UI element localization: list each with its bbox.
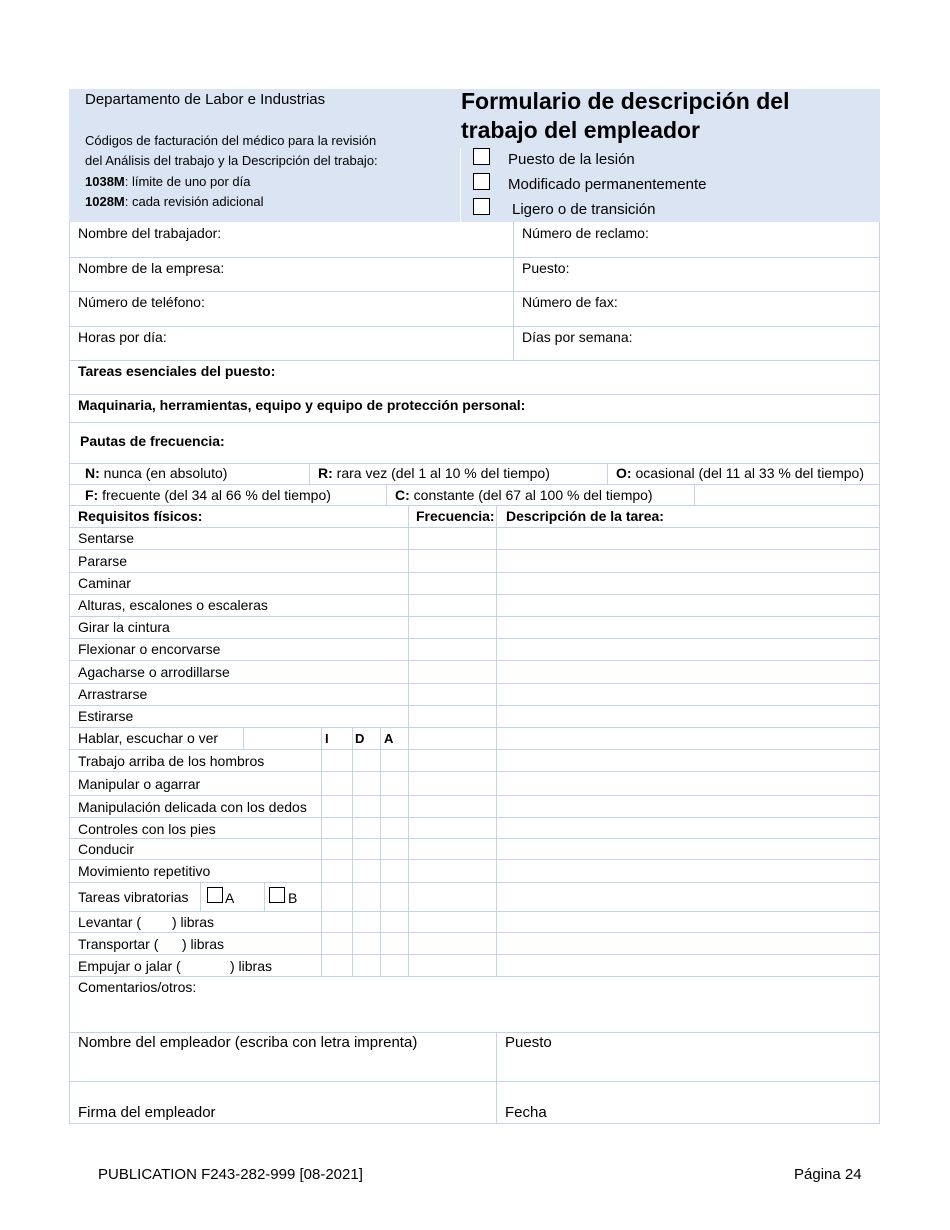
freq-rarely: R: rara vez (del 1 al 10 % del tiempo) xyxy=(318,465,550,481)
rule xyxy=(69,549,880,550)
rule xyxy=(69,360,880,361)
days-per-week-field[interactable]: Días por semana: xyxy=(522,329,633,345)
comments-field[interactable]: Comentarios/otros: xyxy=(78,979,197,995)
rule xyxy=(69,1123,880,1124)
req-grasp: Manipular o agarrar xyxy=(78,776,201,792)
rule xyxy=(264,882,265,911)
checkbox-permanent-modified[interactable] xyxy=(473,173,490,190)
date-field[interactable]: Fecha xyxy=(505,1104,547,1121)
req-sit: Sentarse xyxy=(78,530,135,546)
req-bend: Flexionar o encorvarse xyxy=(78,641,221,657)
employer-signature-field[interactable]: Firma del empleador xyxy=(78,1104,216,1121)
req-drive: Conducir xyxy=(78,841,135,857)
rule xyxy=(496,505,497,976)
req-stand: Pararse xyxy=(78,553,128,569)
req-heights: Alturas, escalones o escaleras xyxy=(78,597,268,613)
option-light-transition: Ligero o de transición xyxy=(512,201,656,218)
rule xyxy=(69,638,880,639)
col-a-header: A xyxy=(384,731,394,746)
req-speak-hear-see: Hablar, escuchar o ver xyxy=(78,730,219,746)
rule xyxy=(694,484,695,505)
essential-tasks-field[interactable]: Tareas esenciales del puesto: xyxy=(78,363,276,379)
worker-name-field[interactable]: Nombre del trabajador: xyxy=(78,225,222,241)
rule xyxy=(69,1032,880,1033)
col-frequency-header: Frecuencia: xyxy=(416,508,495,524)
rule xyxy=(69,749,880,750)
req-lift-open: Levantar ( xyxy=(78,914,142,930)
rule xyxy=(69,882,880,883)
req-walk: Caminar xyxy=(78,575,131,591)
col-d-header: D xyxy=(355,731,365,746)
rule xyxy=(69,291,880,292)
rule xyxy=(69,572,880,573)
rule xyxy=(309,463,310,484)
border-right xyxy=(879,222,880,1124)
rule xyxy=(69,911,880,912)
phone-field[interactable]: Número de teléfono: xyxy=(78,294,205,310)
rule xyxy=(69,463,880,464)
req-carry-open: Transportar ( xyxy=(78,936,159,952)
req-repetitive: Movimiento repetitivo xyxy=(78,863,211,879)
req-vibration: Tareas vibratorias xyxy=(78,889,189,905)
info-column-divider xyxy=(513,222,514,360)
rule xyxy=(69,727,880,728)
option-permanent-modified: Modificado permanentemente xyxy=(508,176,707,193)
rule xyxy=(69,594,880,595)
checkbox-injury-position[interactable] xyxy=(473,148,490,165)
req-push-close: ) libras xyxy=(230,958,273,974)
company-name-field[interactable]: Nombre de la empresa: xyxy=(78,260,225,276)
req-squat: Agacharse o arrodillarse xyxy=(78,664,230,680)
rule xyxy=(69,683,880,684)
billing-code-2: 1028M: cada revisión adicional xyxy=(85,194,264,209)
form-title-line-2: trabajo del empleador xyxy=(461,117,701,143)
rule xyxy=(200,882,201,911)
frequency-guidelines-title: Pautas de frecuencia: xyxy=(80,433,225,449)
rule xyxy=(69,705,880,706)
employer-position-field[interactable]: Puesto xyxy=(505,1034,552,1051)
publication-number: PUBLICATION F243-282-999 [08-2021] xyxy=(98,1166,363,1183)
machinery-field[interactable]: Maquinaria, herramientas, equipo y equipo de protección personal: xyxy=(78,397,526,413)
form-title-line-1: Formulario de descripción del xyxy=(461,88,790,114)
req-reach: Estirarse xyxy=(78,708,134,724)
req-lift-close: ) libras xyxy=(172,914,215,930)
billing-line-1: Códigos de facturación del médico para la revisión xyxy=(85,133,377,148)
page-number: Página 24 xyxy=(794,1166,862,1183)
rule xyxy=(69,859,880,860)
rule xyxy=(69,954,880,955)
req-overhead: Trabajo arriba de los hombros xyxy=(78,753,265,769)
rule xyxy=(69,932,880,933)
border-left xyxy=(69,222,70,1124)
rule xyxy=(496,1032,497,1124)
position-field[interactable]: Puesto: xyxy=(522,260,570,276)
col-description-header: Descripción de la tarea: xyxy=(506,508,664,524)
rule xyxy=(69,527,880,528)
req-carry-close: ) libras xyxy=(182,936,225,952)
billing-code-1: 1038M: límite de uno por día xyxy=(85,174,251,189)
department-name: Departamento de Labor e Industrias xyxy=(85,91,326,108)
rule xyxy=(607,463,608,484)
checkbox-vibration-a[interactable] xyxy=(207,887,223,903)
rule xyxy=(321,727,322,976)
rule xyxy=(69,1081,880,1082)
rule xyxy=(380,727,381,976)
rule xyxy=(69,484,880,485)
rule xyxy=(408,505,409,976)
rule xyxy=(69,817,880,818)
billing-line-2: del Análisis del trabajo y la Descripción del trabajo: xyxy=(85,153,378,168)
req-foot-controls: Controles con los pies xyxy=(78,821,216,837)
option-injury-position: Puesto de la lesión xyxy=(508,151,635,168)
rule xyxy=(69,660,880,661)
freq-occasional: O: ocasional (del 11 al 33 % del tiempo) xyxy=(616,465,864,481)
req-push-open: Empujar o jalar ( xyxy=(78,958,181,974)
req-twist: Girar la cintura xyxy=(78,619,170,635)
rule xyxy=(243,727,244,749)
rule xyxy=(69,394,880,395)
col-requirements-header: Requisitos físicos: xyxy=(78,508,203,524)
rule xyxy=(69,422,880,423)
checkbox-vibration-b[interactable] xyxy=(269,887,285,903)
rule xyxy=(69,976,880,977)
fax-field[interactable]: Número de fax: xyxy=(522,294,618,310)
header-divider xyxy=(460,148,461,222)
req-crawl: Arrastrarse xyxy=(78,686,148,702)
checkbox-light-transition[interactable] xyxy=(473,198,490,215)
claim-number-field[interactable]: Número de reclamo: xyxy=(522,225,649,241)
rule xyxy=(386,484,387,505)
rule xyxy=(69,257,880,258)
freq-frequent: F: frecuente (del 34 al 66 % del tiempo) xyxy=(85,487,331,503)
hours-per-day-field[interactable]: Horas por día: xyxy=(78,329,167,345)
req-fine-manipulation: Manipulación delicada con los dedos xyxy=(78,799,307,815)
rule xyxy=(69,771,880,772)
rule xyxy=(352,727,353,976)
rule xyxy=(69,838,880,839)
employer-name-field[interactable]: Nombre del empleador (escriba con letra imprenta) xyxy=(78,1034,418,1051)
freq-never: N: nunca (en absoluto) xyxy=(85,465,228,481)
rule xyxy=(69,795,880,796)
freq-constant: C: constante (del 67 al 100 % del tiempo) xyxy=(395,487,653,503)
rule xyxy=(69,326,880,327)
rule xyxy=(69,616,880,617)
col-i-header: I xyxy=(325,731,329,746)
rule xyxy=(69,505,880,506)
vibration-a-label: A xyxy=(225,890,235,906)
vibration-b-label: B xyxy=(288,890,298,906)
